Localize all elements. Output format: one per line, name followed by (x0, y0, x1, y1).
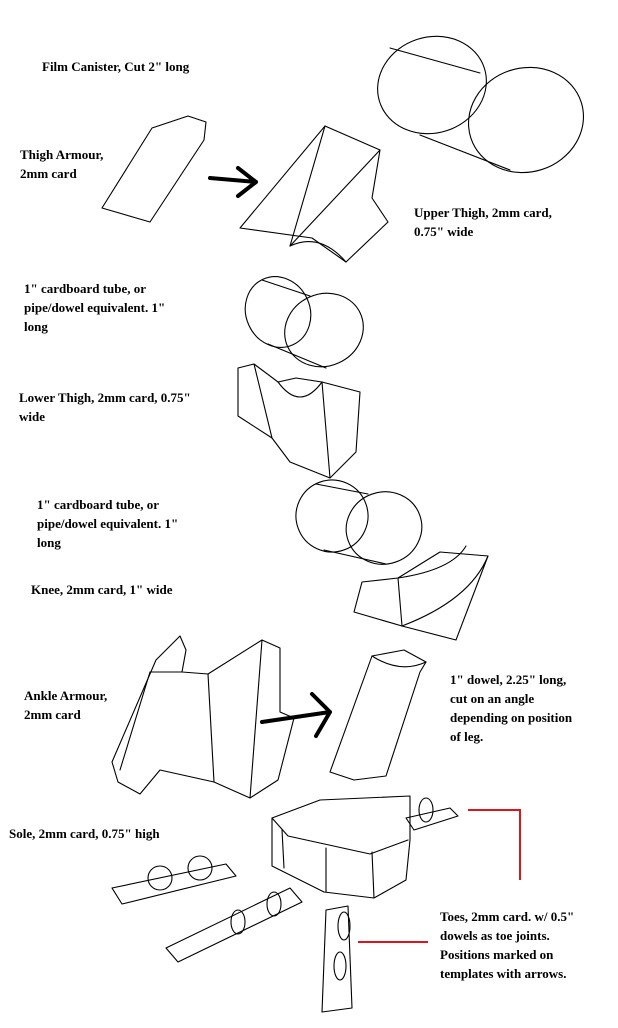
film-canister-label: Film Canister, Cut 2" long (42, 59, 190, 74)
thigh-armour-part (102, 116, 206, 222)
assembly-arrow-1 (210, 168, 256, 196)
cardboard-tube-upper-label: 1" cardboard tube, or pipe/dowel equivalent. 1" long (24, 281, 166, 334)
toes-label: Toes, 2mm card. w/ 0.5" dowels as toe joints. Positions marked on templates with arrows. (440, 909, 575, 981)
lower-thigh-label: Lower Thigh, 2mm card, 0.75" wide (19, 390, 191, 424)
sole-part (272, 796, 410, 898)
assembly-arrow-2 (262, 694, 330, 736)
knee-label: Knee, 2mm card, 1" wide (31, 582, 173, 597)
cardboard-tube-upper-part (234, 266, 376, 380)
cardboard-tube-lower-label: 1" cardboard tube, or pipe/dowel equivalent. 1" long (37, 497, 179, 550)
upper-thigh-label: Upper Thigh, 2mm card, 0.75" wide (414, 205, 552, 239)
dowel-label: 1" dowel, 2.25" long, cut on an angle depending on position of leg. (450, 672, 573, 744)
ankle-armour-label: Ankle Armour, 2mm card (24, 688, 108, 722)
toe-template-left-top (112, 856, 236, 904)
toe-template-left-bottom (166, 888, 302, 962)
sole-label: Sole, 2mm card, 0.75" high (9, 826, 160, 841)
upper-thigh-part (240, 126, 388, 262)
lower-thigh-part (238, 364, 360, 478)
toe-template-right (406, 798, 458, 830)
cardboard-tube-lower-part (286, 470, 432, 575)
knee-part (354, 546, 488, 640)
thigh-armour-label: Thigh Armour, 2mm card (20, 147, 104, 181)
film-canister-part (365, 22, 597, 187)
ankle-armour-part (112, 636, 294, 798)
dowel-part (330, 650, 426, 780)
toe-template-vertical (322, 906, 352, 1012)
